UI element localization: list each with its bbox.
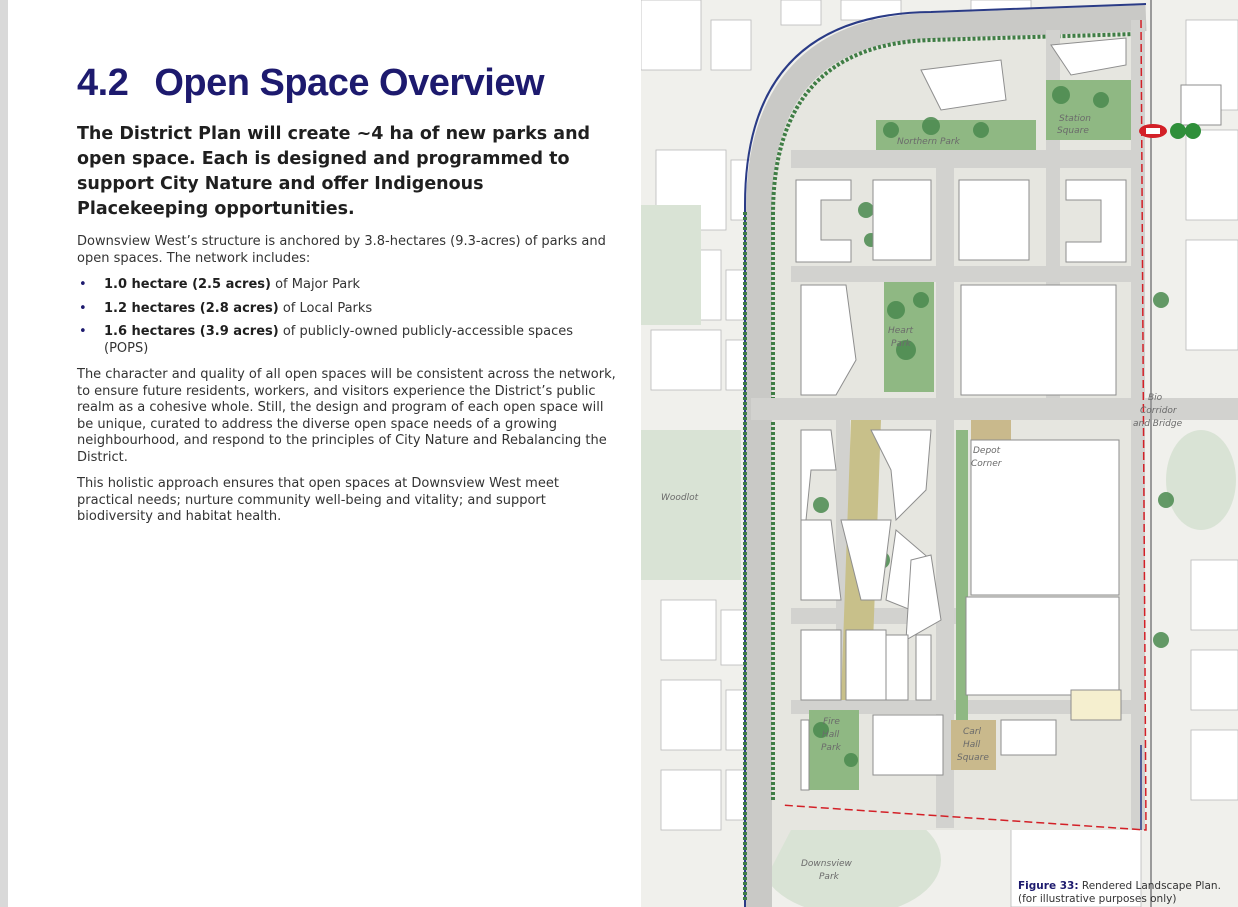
lead-paragraph: The District Plan will create ~4 ha of new parks and open space. Each is designed and programmed to support City Nature and offer Indigenous Placekeeping opportunities. [77,124,591,219]
list-item [77,324,617,357]
landscape-plan-map [641,0,1238,907]
list-item [77,277,617,294]
map-label-fire-hall: Hall [822,730,840,740]
map-label-heart: Heart [888,326,914,336]
figure-note: (for illustrative purposes only) [1018,893,1177,905]
map-label-station: Station [1059,114,1091,124]
document-page [8,0,1238,907]
body-text [77,234,617,536]
list-item-bold: 1.6 hectares (3.9 acres) [104,324,279,339]
map-label-northern-park: Northern Park [897,137,960,147]
section-number: 4.2 [77,62,129,104]
map-label-downsview-park: Park [819,872,839,882]
page-title [77,62,544,105]
map-label-heart-park: Park [891,339,911,349]
list-item-text: of Major Park [270,277,361,292]
list-item [77,301,617,318]
map-label-downsview: Downsview [801,859,852,869]
map-label-corner: Corner [971,459,1002,469]
ttc-icon [1139,124,1167,138]
approach-paragraph: This holistic approach ensures that open spaces at Downsview West meet practical needs; nurture community well-being and vitality; and support biodiversity and habitat health. [77,476,559,524]
map-label-carl: Carl [963,727,981,737]
figure-caption [1018,880,1221,906]
section-title: Open Space Overview [154,62,545,104]
map-label-depot: Depot [973,446,1001,456]
list-item-bold: 1.0 hectare (2.5 acres) [104,277,271,292]
map-label-square: Square [1057,126,1089,136]
intro-paragraph: Downsview West’s structure is anchored by 3.8-hectares (9.3-acres) of parks and open spaces. The network includes: [77,234,606,266]
map-label-and-bridge: and Bridge [1133,419,1183,429]
map-label-woodlot: Woodlot [661,493,699,503]
map-label-corridor: Corridor [1140,406,1177,416]
map-label-carl-hall-square: Square [957,753,989,763]
bullet-list [77,277,617,357]
map-label-fire: Fire [823,717,840,727]
character-paragraph: The character and quality of all open spaces will be consistent across the network, to ensure future residents, workers, and visitors experience the District’s public realm as a cohesive whole. Still, the design and program of each open space will be unique, curated to address the diverse open space needs of a growing neighbourhood, and respond to the principles of City Nature and Rebalancing the District. [77,367,616,465]
list-item-text: of Local Parks [278,300,373,316]
figure-label: Figure 33: [1018,880,1079,892]
figure-title: Rendered Landscape Plan. [1078,880,1221,892]
map-label-bio: Bio [1148,393,1163,403]
map-label-carl-hall: Hall [963,740,981,750]
map-label-fire-hall-park: Park [821,743,841,753]
list-item-bold: 1.2 hectares (2.8 acres) [104,300,279,316]
list-item-text: of publicly-owned publicly-accessible spaces (POPS) [104,324,574,356]
